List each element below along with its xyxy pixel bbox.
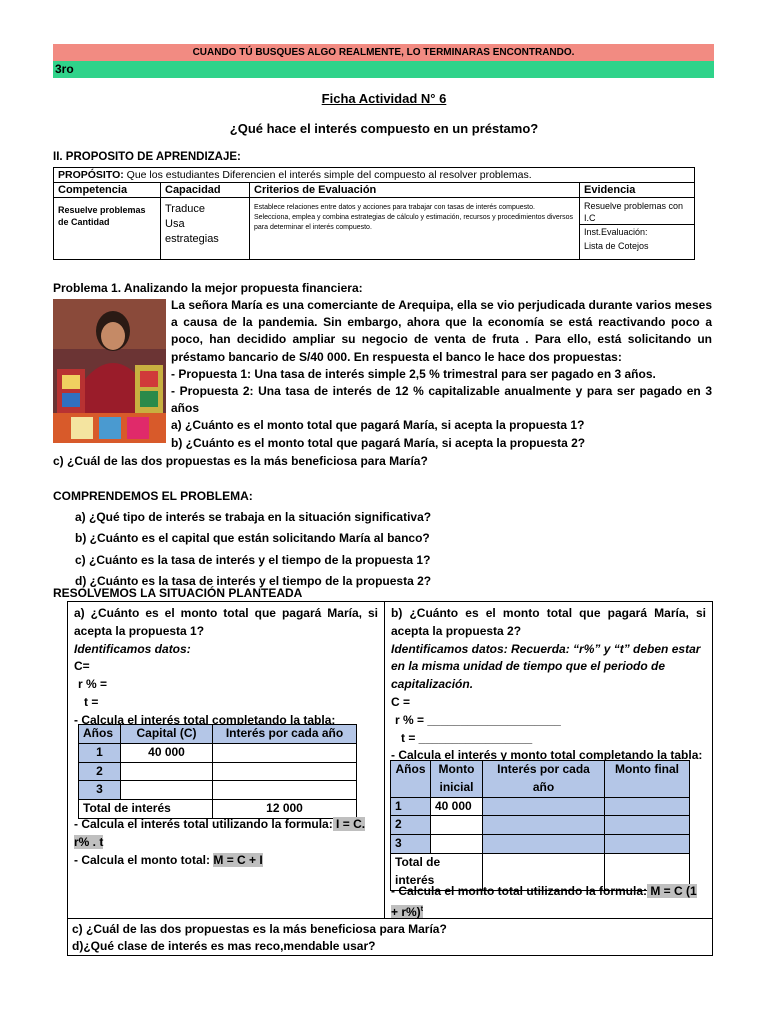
table-row xyxy=(54,183,695,198)
motivational-quote-banner: CUANDO TÚ BUSQUES ALGO REALMENTE, LO TERMINARAS ENCONTRANDO. xyxy=(53,44,714,61)
list-item: c) ¿Cuánto es la tasa de interés y el tiempo de la propuesta 1? xyxy=(75,552,431,567)
section-heading: RESOLVEMOS LA SITUACIÓN PLANTEADA xyxy=(53,586,303,600)
table-row xyxy=(54,198,695,260)
page-title: Ficha Actividad N° 6 xyxy=(321,91,447,106)
final-questions: c) ¿Cuál de las dos propuestas es la más beneficiosa para María? d)¿Qué clase de interés es mas reco,mendable usar? xyxy=(68,918,712,956)
list-item: a) ¿Qué tipo de interés se trabaja en la situación significativa? xyxy=(75,510,432,524)
section-heading: II. PROPOSITO DE APRENDIZAJE: xyxy=(53,151,241,163)
grade-banner: 3ro xyxy=(53,61,714,78)
table-row: Años Capital (C) Interés por cada año xyxy=(79,725,357,744)
section-heading: COMPRENDEMOS EL PROBLEMA: xyxy=(53,489,253,503)
table-row: Total de interés 12 000 xyxy=(79,800,357,819)
merchant-photo xyxy=(53,299,166,443)
problem-question-c: c) ¿Cuál de las dos propuestas es la más beneficiosa para María? xyxy=(53,454,428,468)
header-criterios: Criterios de Evaluación xyxy=(250,183,580,198)
table-row: 1 40 000 xyxy=(79,743,357,762)
table-row: 1 40 000 xyxy=(391,797,690,816)
proposal-1-column: a) ¿Cuánto es el monto total que pagará María, si acepta la propuesta 1? Identificamos datos: C= r % = t = - Calcula el interés total completando la tabla: Años Capital (C) Interés por cada año 1 40 000 2 3 Total de interés 12 000 - Calcula el interés total utilizando la formula: I = C. r% . t - Calcula el monto total: M = C + I xyxy=(68,602,385,918)
header-capacidad: Capacidad xyxy=(161,183,250,198)
interest-table-2 xyxy=(390,760,690,891)
header-evidencia: Evidencia xyxy=(580,183,695,198)
table-row: 2 xyxy=(391,816,690,835)
purpose-table xyxy=(53,167,695,260)
page-question: ¿Qué hace el interés compuesto en un préstamo? xyxy=(229,121,539,136)
interest-table-1 xyxy=(78,724,357,819)
table-row: 2 xyxy=(79,762,357,781)
merchant-photo-illustration xyxy=(53,299,166,443)
table-row: Total de interés xyxy=(391,853,690,890)
formula-section: - Calcula el interés total utilizando la formula: I = C. r% . t - Calcula el monto total: M = C + I xyxy=(74,817,366,867)
table-row xyxy=(54,168,695,183)
list-item: b) ¿Cuánto es el capital que están solicitando María al banco? xyxy=(75,531,430,546)
purpose-cell: PROPÓSITO: Que los estudiantes Diferencien el interés simple del compuesto al resolver problemas. xyxy=(54,168,695,183)
table-row: 3 xyxy=(79,781,357,800)
list-item: d) ¿Cuánto es la tasa de interés y el tiempo de la propuesta 2? xyxy=(75,573,432,588)
evidencia-cell: Resuelve problemas con I.C Inst.Evaluación: Lista de Cotejos xyxy=(580,198,695,260)
problem-heading: Problema 1. Analizando la mejor propuesta financiera: xyxy=(53,281,363,295)
criterios-cell: Establece relaciones entre datos y acciones para trabajar con tasas de interés compuesto. Selecciona, emplea y combina estrategias de cálculo y estimación, recursos y procedimientos diversos para determinar el interés compuesto. xyxy=(250,198,580,260)
capacidad-cell: Traduce Usa estrategias xyxy=(161,198,250,260)
competencia-cell: Resuelve problemas de Cantidad xyxy=(54,198,161,260)
problem-statement: La señora María es una comerciante de Arequipa, ella se vio perjudicada durante varios meses a causa de la pandemia. Sin embargo, ahora que la economía se está reactivando poco a poco, han decidido ampliar su negocio de venta de fruta . Para ello, está solicitando un préstamo bancario de S/40 000. En respuesta el banco le hace dos propuestas: - Propuesta 1: Una tasa de interés simple 2,5 % trimestral para ser pagado en 3 años. - Propuesta 2: Una tasa de interés de 12 % capitalizable anualmente y para ser pagado en 3 años a) ¿Cuánto es el monto total que pagará María, si acepta la propuesta 1? b) ¿Cuánto es el monto total que pagará María, si acepta la propuesta 2? xyxy=(171,298,712,450)
solution-box xyxy=(67,601,713,956)
comprehension-questions xyxy=(75,507,431,592)
header-competencia: Competencia xyxy=(54,183,161,198)
proposal-2-column: b) ¿Cuánto es el monto total que pagará María, si acepta la propuesta 2? Identificamos datos: Recuerda: “r%” y “t” deben estar en la misma unidad de tiempo que el periodo de capitalización. C = r % = ____________________ t = _________________ - Calcula el interés y monto total completando la tabla: Años Monto inicial Interés por cada año Monto final 1 40 000 2 3 Total de interés - Calcula el monto total utilizando la formula: M = C $(1 + r\%)^t$ xyxy=(385,602,712,918)
table-row: Años Monto inicial Interés por cada año Monto final xyxy=(391,761,690,798)
table-row: 3 xyxy=(391,835,690,854)
formula-section: - Calcula el monto total utilizando la formula: M = C $(1 + r\%)^t$ xyxy=(391,884,697,919)
